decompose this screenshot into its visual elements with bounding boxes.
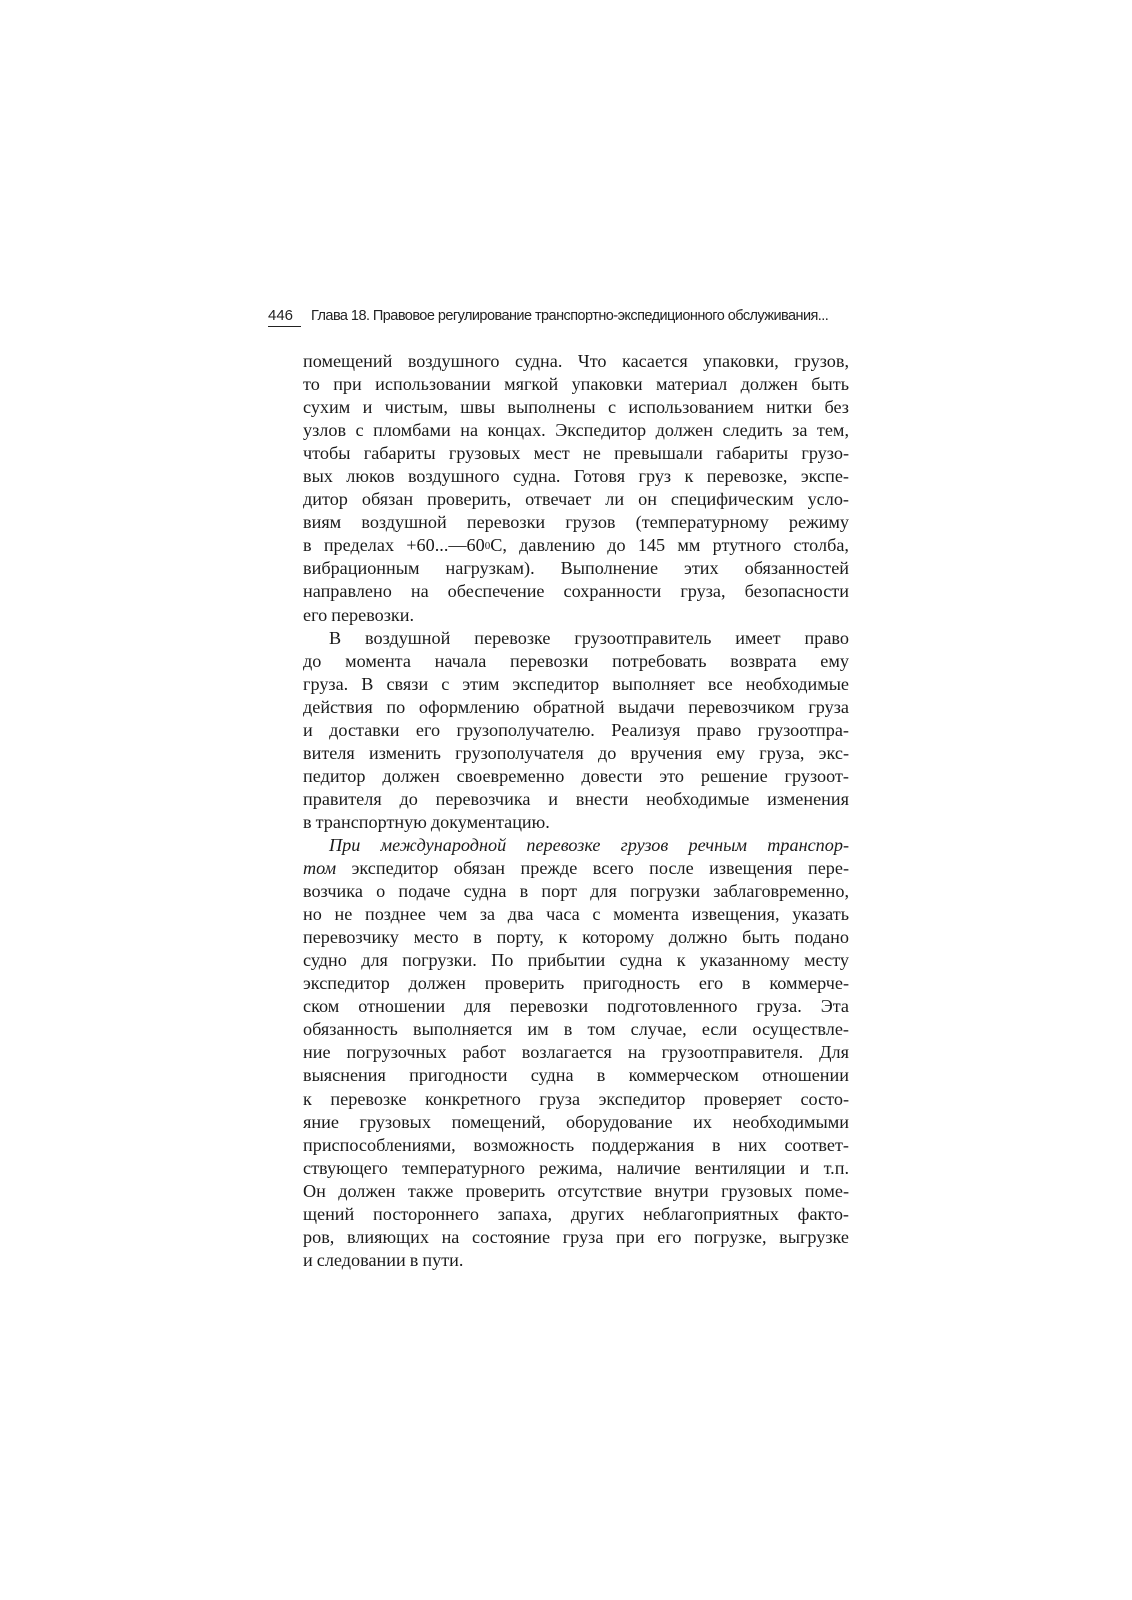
text-line: сухим и чистым, швы выполнены с использованием нитки без	[303, 397, 849, 418]
text-line: щений постороннего запаха, других неблагоприятных факто-	[303, 1203, 849, 1224]
text-line: вителя изменить грузополучателя до вручения ему груза, экс-	[303, 742, 849, 763]
text-segment: С, давлению до 145 мм ртутного столба,	[490, 535, 849, 556]
text-line: то при использовании мягкой упаковки материал должен быть	[303, 374, 849, 395]
text-line: узлов с пломбами на концах. Экспедитор должен следить за тем,	[303, 420, 849, 441]
text-line: помещений воздушного судна. Что касается упаковки, грузов,	[303, 351, 849, 371]
text-line: яние грузовых помещений, оборудование их необходимыми	[303, 1111, 849, 1132]
text-segment: экспедитор обязан прежде всего после извещения пере-	[336, 858, 849, 879]
text-segment: в пределах +60...—60	[303, 535, 485, 556]
text-line: судно для погрузки. По прибытии судна к указанному месту	[303, 950, 849, 971]
text-line: ние погрузочных работ возлагается на грузоотправителя. Для	[303, 1042, 849, 1063]
superscript: 0	[484, 540, 491, 553]
text-line: до момента начала перевозки потребовать возврата ему	[303, 650, 849, 671]
text-line	[303, 857, 849, 880]
text-line: ствующего температурного режима, наличие вентиляции и т.п.	[303, 1157, 849, 1178]
text-line: направлено на обеспечение сохранности груза, безопасности	[303, 581, 849, 602]
text-line: приспособлениями, возможность поддержания в них соответ-	[303, 1134, 849, 1155]
text-line: виям воздушной перевозки грузов (температурному режиму	[303, 512, 849, 533]
text-line: но не позднее чем за два часа с момента извещения, указать	[303, 904, 849, 925]
page-number: 446	[268, 306, 301, 327]
text-line: экспедитор должен проверить пригодность его в коммерче-	[303, 973, 849, 994]
text-line: выяснения пригодности судна в коммерческом отношении	[303, 1065, 849, 1086]
text-line: ров, влияющих на состояние груза при его погрузке, выгрузке	[303, 1226, 849, 1247]
text-line: педитор должен своевременно довести это решение грузоот-	[303, 765, 849, 786]
text-line	[303, 534, 849, 557]
text-line: ском отношении для перевозки подготовленного груза. Эта	[303, 996, 849, 1017]
text-line: дитор обязан проверить, отвечает ли он специфическим усло-	[303, 489, 849, 510]
text-line: В воздушной перевозке грузоотправитель имеет право	[329, 627, 849, 648]
body-text	[303, 350, 849, 1272]
text-line: действия по оформлению обратной выдачи перевозчиком груза	[303, 696, 849, 717]
text-line: обязанность выполняется им в том случае, если осуществле-	[303, 1019, 849, 1040]
text-line: возчика о подаче судна в порт для погрузки заблаговременно,	[303, 881, 849, 902]
text-line: к перевозке конкретного груза экспедитор проверяет состо-	[303, 1088, 849, 1109]
text-line: груза. В связи с этим экспедитор выполняет все необходимые	[303, 673, 849, 694]
text-line: и доставки его грузополучателю. Реализуя право грузоотпра-	[303, 719, 849, 740]
text-line: вых люков воздушного судна. Готовя груз к перевозке, экспе-	[303, 466, 849, 487]
text-line: и следовании в пути.	[303, 1249, 464, 1270]
paragraph	[303, 627, 849, 834]
running-header	[268, 304, 858, 328]
text-line: его перевозки.	[303, 604, 415, 625]
chapter-title: Глава 18. Правовое регулирование транспортно-экспедиционного обслуживания...	[311, 308, 829, 324]
text-line: При международной перевозке грузов речным транспор-	[329, 834, 849, 855]
paragraph	[303, 834, 849, 1272]
italic-segment: том	[303, 858, 337, 879]
paragraph	[303, 350, 849, 627]
text-line: вибрационным нагрузкам). Выполнение этих обязанностей	[303, 558, 849, 579]
text-line: правителя до перевозчика и внести необходимые изменения	[303, 788, 849, 809]
text-line: перевозчику место в порту, к которому должно быть подано	[303, 927, 849, 948]
text-line: чтобы габариты грузовых мест не превышали габариты грузо-	[303, 443, 849, 464]
text-line: в транспортную документацию.	[303, 811, 550, 832]
text-line: Он должен также проверить отсутствие внутри грузовых поме-	[303, 1180, 849, 1201]
